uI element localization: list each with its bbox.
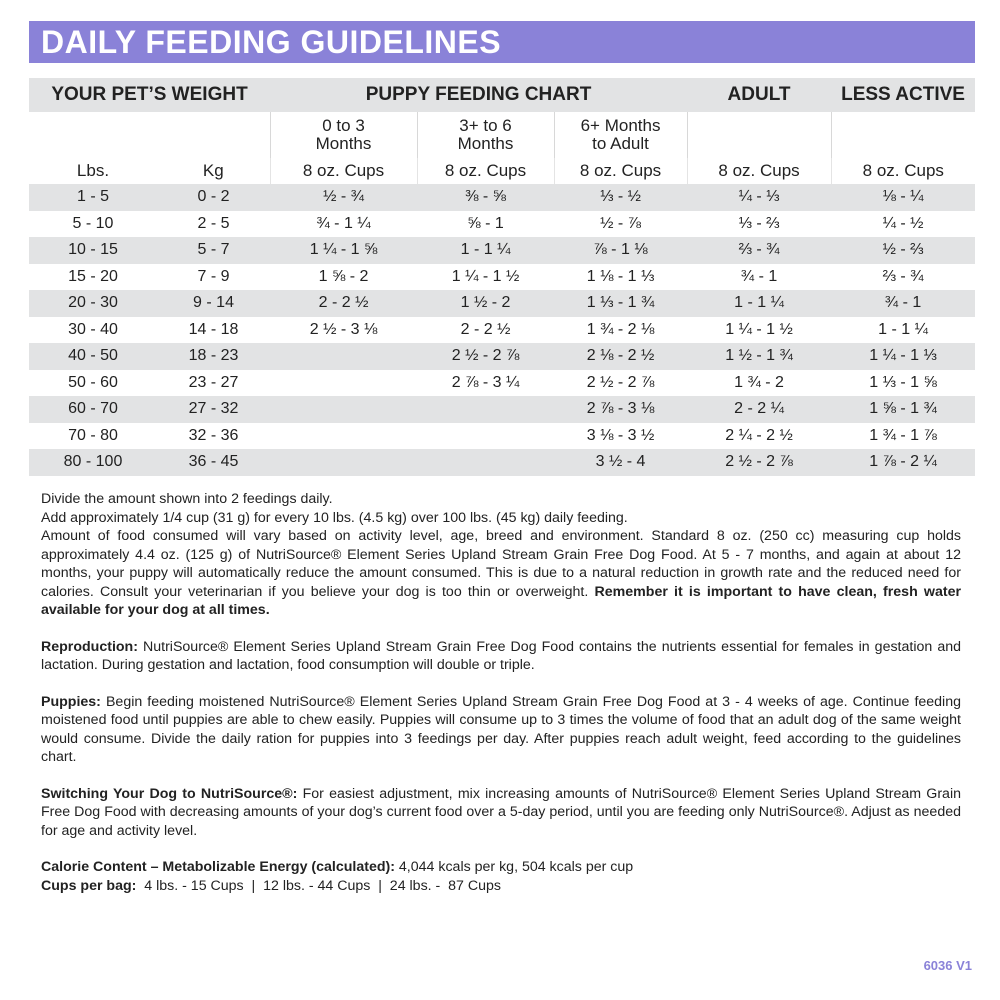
cell-adult: ¼ - ⅓ — [687, 184, 831, 211]
cell-adult: ⅓ - ⅔ — [687, 211, 831, 238]
cell-p3: 2 ⅞ - 3 ⅛ — [554, 396, 687, 423]
cell-p2 — [417, 423, 554, 450]
cell-adult: 2 ¼ - 2 ½ — [687, 423, 831, 450]
feeding-table — [29, 78, 975, 476]
cell-kg: 2 - 5 — [157, 211, 270, 238]
table-subheader-row — [29, 112, 975, 158]
cell-lbs: 1 - 5 — [29, 184, 157, 211]
cell-kg: 32 - 36 — [157, 423, 270, 450]
unit-cups: 8 oz. Cups — [554, 158, 687, 184]
cell-p2: 2 ½ - 2 ⅞ — [417, 343, 554, 370]
feeding-notes — [41, 490, 961, 895]
cell-p1: 2 - 2 ½ — [270, 290, 417, 317]
cell-p2: 1 - 1 ¼ — [417, 237, 554, 264]
cell-adult: 1 ¾ - 2 — [687, 370, 831, 397]
table-row — [29, 264, 975, 291]
cell-adult: ¾ - 1 — [687, 264, 831, 291]
cell-adult: ⅔ - ¾ — [687, 237, 831, 264]
table-unit-row — [29, 158, 975, 184]
cell-kg: 7 - 9 — [157, 264, 270, 291]
cell-p2 — [417, 449, 554, 476]
version-code: 6036 V1 — [923, 958, 972, 973]
notes-cups-per-bag: Cups per bag: 4 lbs. - 15 Cups | 12 lbs. - 44 Cups | 24 lbs. - 87 Cups — [41, 877, 501, 894]
cell-lbs: 30 - 40 — [29, 317, 157, 344]
cell-p3: 3 ½ - 4 — [554, 449, 687, 476]
subheader-blank — [29, 112, 270, 158]
unit-cups: 8 oz. Cups — [417, 158, 554, 184]
table-row — [29, 290, 975, 317]
cell-kg: 27 - 32 — [157, 396, 270, 423]
cell-p3: 3 ⅛ - 3 ½ — [554, 423, 687, 450]
cell-p2 — [417, 396, 554, 423]
cell-less: 1 - 1 ¼ — [831, 317, 975, 344]
cell-p2: ⅜ - ⅝ — [417, 184, 554, 211]
cell-p1 — [270, 370, 417, 397]
cell-lbs: 70 - 80 — [29, 423, 157, 450]
cell-p3: 2 ⅛ - 2 ½ — [554, 343, 687, 370]
table-row — [29, 449, 975, 476]
cell-p1 — [270, 396, 417, 423]
cell-kg: 36 - 45 — [157, 449, 270, 476]
cell-kg: 0 - 2 — [157, 184, 270, 211]
cell-p1 — [270, 343, 417, 370]
cell-kg: 14 - 18 — [157, 317, 270, 344]
subheader-puppy-0-3: 0 to 3 Months — [270, 112, 417, 158]
notes-reproduction: Reproduction: NutriSource® Element Series Upland Stream Grain Free Dog Food contains the nutrients essential for females in gestation and lactation. During gestation and lactation, food consumption will double or triple. — [41, 638, 961, 673]
cell-kg: 9 - 14 — [157, 290, 270, 317]
cell-lbs: 15 - 20 — [29, 264, 157, 291]
cell-less: ⅔ - ¾ — [831, 264, 975, 291]
subheader-puppy-6-adult: 6+ Months to Adult — [554, 112, 687, 158]
cell-p1: 2 ½ - 3 ⅛ — [270, 317, 417, 344]
cell-kg: 5 - 7 — [157, 237, 270, 264]
table-row — [29, 343, 975, 370]
cell-lbs: 20 - 30 — [29, 290, 157, 317]
header-weight: YOUR PET’S WEIGHT — [29, 78, 270, 112]
cell-p1: ½ - ¾ — [270, 184, 417, 211]
cell-p3: ⅓ - ½ — [554, 184, 687, 211]
cell-p3: ⅞ - 1 ⅛ — [554, 237, 687, 264]
unit-lbs: Lbs. — [76, 161, 110, 180]
cell-lbs: 5 - 10 — [29, 211, 157, 238]
cell-p2: 2 ⅞ - 3 ¼ — [417, 370, 554, 397]
cell-p3: ½ - ⅞ — [554, 211, 687, 238]
header-puppy: PUPPY FEEDING CHART — [270, 78, 687, 112]
unit-cups: 8 oz. Cups — [270, 158, 417, 184]
cell-less: 1 ¼ - 1 ⅓ — [831, 343, 975, 370]
cell-lbs: 60 - 70 — [29, 396, 157, 423]
cell-less: ¾ - 1 — [831, 290, 975, 317]
cell-p1: 1 ¼ - 1 ⅝ — [270, 237, 417, 264]
cell-less: 1 ¾ - 1 ⅞ — [831, 423, 975, 450]
cell-adult: 1 - 1 ¼ — [687, 290, 831, 317]
cell-p2: ⅝ - 1 — [417, 211, 554, 238]
header-adult: ADULT — [687, 78, 831, 112]
cell-adult: 2 - 2 ¼ — [687, 396, 831, 423]
cell-adult: 1 ½ - 1 ¾ — [687, 343, 831, 370]
cell-p3: 1 ⅛ - 1 ⅓ — [554, 264, 687, 291]
cell-p3: 2 ½ - 2 ⅞ — [554, 370, 687, 397]
notes-general: Divide the amount shown into 2 feedings daily. Add approximately 1/4 cup (31 g) for every 10 lbs. (4.5 kg) over 100 lbs. (45 kg) daily feeding. Amount of food consumed will vary based on activity level, age, breed and environment. Standard 8 oz. (250 cc) measuring cup holds approximately 4.4 oz. (125 g) of NutriSource® Element Series Upland Stream Grain Free Dog Food. At 5 - 7 months, and again at about 12 months, your puppy will automatically reduce the amount consumed. This is due to a natural reduction in growth rate and the reduced need for calories. Consult your veterinarian if you believe your dog is too thin or overweight. Remember it is important to have clean, fresh water available for your dog at all times. — [41, 491, 961, 618]
subheader-adult-blank — [687, 112, 831, 158]
notes-puppies: Puppies: Begin feeding moistened NutriSource® Element Series Upland Stream Grain Free Dog Food at 3 - 4 weeks of age. Continue feeding moistened food until puppies are able to chew easily. Puppies will consume up to 3 times the volume of food that an adult dog of the same weight would consume. Divide the daily ration for puppies into 3 feedings per day. After puppies reach adult weight, feed according to the guidelines chart. — [41, 693, 961, 765]
page-title: DAILY FEEDING GUIDELINES — [41, 24, 502, 60]
notes-switching: Switching Your Dog to NutriSource®: For easiest adjustment, mix increasing amounts of NutriSource® Element Series Upland Stream Grain Free Dog Food with decreasing amounts of your dog’s current food over a 5-day period, until you are feeding only NutriSource®. Adjust as needed for age and activity level. — [41, 785, 961, 839]
cell-p1: ¾ - 1 ¼ — [270, 211, 417, 238]
table-row — [29, 370, 975, 397]
table-row — [29, 317, 975, 344]
title-banner — [29, 21, 975, 63]
cell-lbs: 40 - 50 — [29, 343, 157, 370]
cell-less: ⅛ - ¼ — [831, 184, 975, 211]
cell-p3: 1 ⅓ - 1 ¾ — [554, 290, 687, 317]
cell-less: ¼ - ½ — [831, 211, 975, 238]
unit-cups: 8 oz. Cups — [831, 158, 975, 184]
cell-less: 1 ⅞ - 2 ¼ — [831, 449, 975, 476]
cell-p2: 1 ½ - 2 — [417, 290, 554, 317]
cell-adult: 2 ½ - 2 ⅞ — [687, 449, 831, 476]
subheader-puppy-3-6: 3+ to 6 Months — [417, 112, 554, 158]
cell-p3: 1 ¾ - 2 ⅛ — [554, 317, 687, 344]
cell-kg: 23 - 27 — [157, 370, 270, 397]
cell-p1 — [270, 449, 417, 476]
cell-less: ½ - ⅔ — [831, 237, 975, 264]
table-row — [29, 184, 975, 211]
table-row — [29, 396, 975, 423]
unit-kg: Kg — [202, 161, 224, 180]
cell-p2: 1 ¼ - 1 ½ — [417, 264, 554, 291]
cell-p1: 1 ⅝ - 2 — [270, 264, 417, 291]
notes-calorie: Calorie Content – Metabolizable Energy (calculated): 4,044 kcals per kg, 504 kcals per cup — [41, 859, 634, 875]
cell-lbs: 80 - 100 — [29, 449, 157, 476]
cell-lbs: 10 - 15 — [29, 237, 157, 264]
cell-kg: 18 - 23 — [157, 343, 270, 370]
table-row — [29, 211, 975, 238]
cell-less: 1 ⅝ - 1 ¾ — [831, 396, 975, 423]
table-body — [29, 184, 975, 476]
unit-cups: 8 oz. Cups — [687, 158, 831, 184]
cell-p2: 2 - 2 ½ — [417, 317, 554, 344]
cell-less: 1 ⅓ - 1 ⅝ — [831, 370, 975, 397]
cell-lbs: 50 - 60 — [29, 370, 157, 397]
cell-adult: 1 ¼ - 1 ½ — [687, 317, 831, 344]
table-header-row — [29, 78, 975, 112]
header-less-active: LESS ACTIVE — [831, 78, 975, 112]
subheader-less-blank — [831, 112, 975, 158]
table-row — [29, 237, 975, 264]
table-row — [29, 423, 975, 450]
cell-p1 — [270, 423, 417, 450]
